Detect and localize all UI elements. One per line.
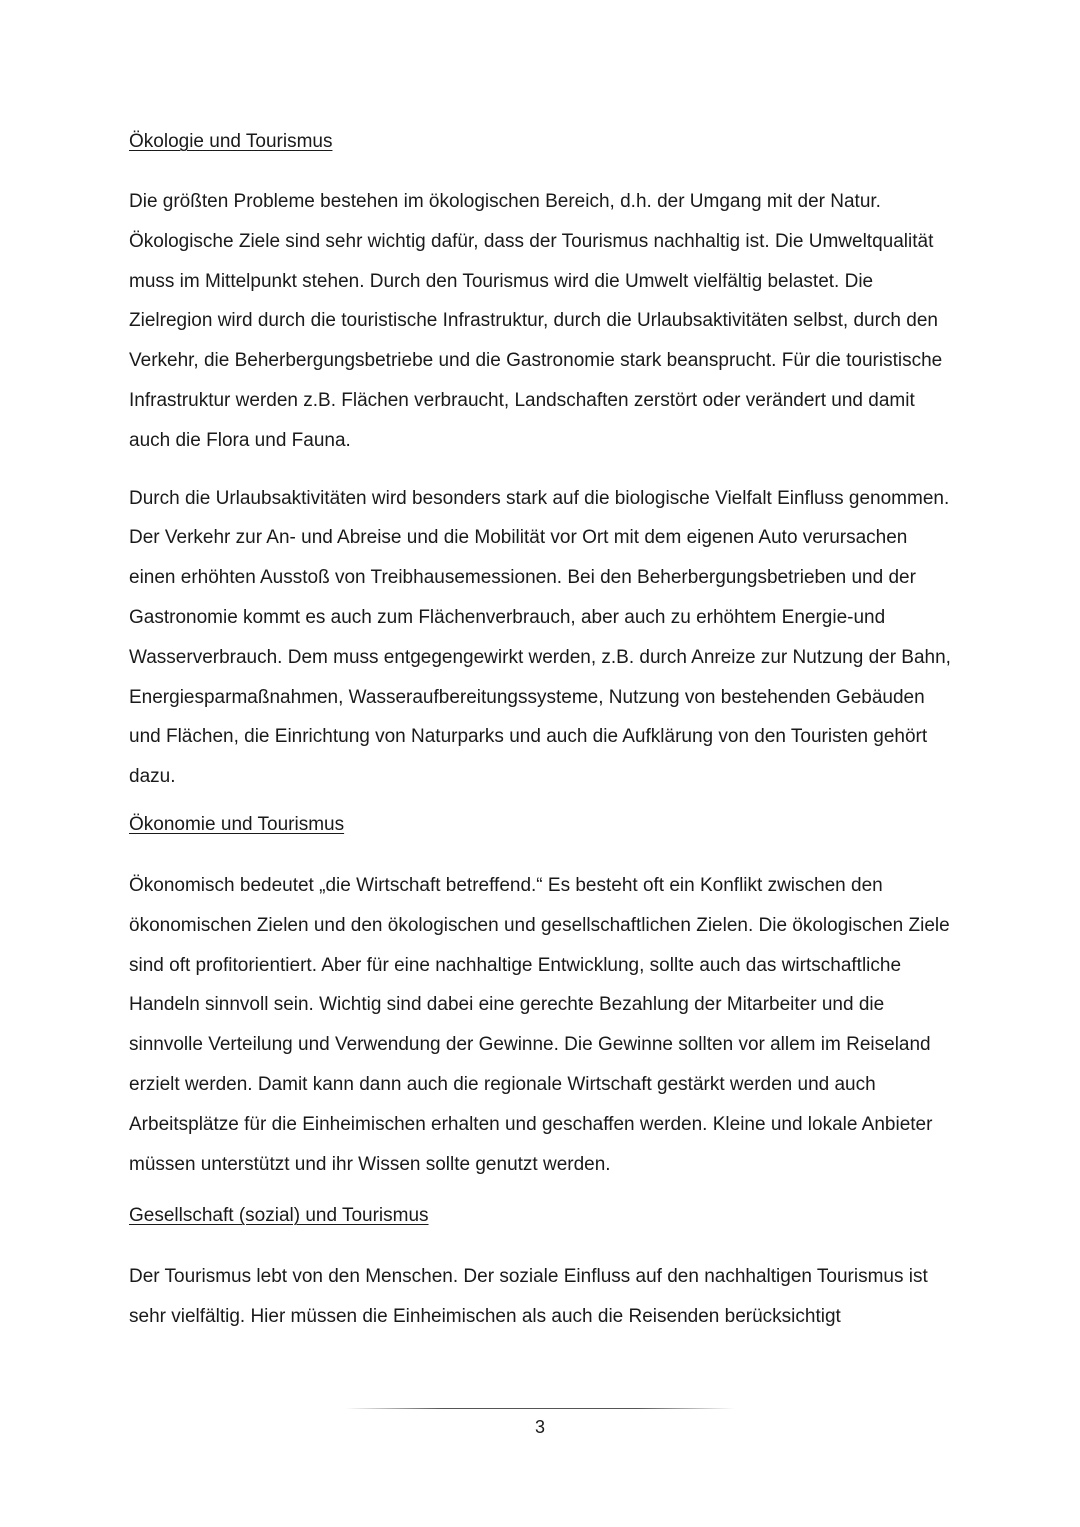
paragraph: Durch die Urlaubsaktivitäten wird besonders stark auf die biologische Vielfalt Einfluss genommen. Der Verkehr zur An- und Abreise und die Mobilität vor Ort mit dem eigenen Auto verursachen einen erhöhten Ausstoß von Treibhausemessionen. Bei den Beherbergungsbetrieben und der Gastronomie kommt es auch zum Flächenverbrauch, aber auch zu erhöhtem Energie-und Wasserverbrauch. Dem muss entgegengewirkt werden, z.B. durch Anreize zur Nutzung der Bahn, Energiesparmaßnahmen, Wasseraufbereitungssysteme, Nutzung von bestehenden Gebäuden und Flächen, die Einrichtung von Naturparks und auch die Aufklärung von den Touristen gehört dazu.	[129, 487, 951, 788]
page-number: 3	[534, 1417, 545, 1437]
section-heading-gesellschaft: Gesellschaft (sozial) und Tourismus	[129, 1205, 429, 1227]
paragraph: Ökonomisch bedeutet „die Wirtschaft betreffend.“ Es besteht oft ein Konflikt zwischen den ökonomischen Zielen und den ökologischen und gesellschaftlichen Zielen. Die ökologischen Ziele sind oft profitorientiert. Aber für eine nachhaltige Entwicklung, sollte auch das wirtschaftliche Handeln sinnvoll sein. Wichtig sind dabei eine gerechte Bezahlung der Mitarbeiter und die sinnvolle Verteilung und Verwendung der Gewinne. Die Gewinne sollten vor allem im Reiseland erzielt werden. Damit kann dann auch die regionale Wirtschaft gestärkt werden und auch Arbeitsplätze für die Einheimischen erhalten und geschaffen werden. Kleine und lokale Anbieter müssen unterstützt und ihr Wissen sollte genutzt werden.	[129, 874, 950, 1175]
paragraph: Der Tourismus lebt von den Menschen. Der soziale Einfluss auf den nachhaltigen Tourismus ist sehr vielfältig. Hier müssen die Einheimischen als auch die Reisenden berücksichtigt	[129, 1266, 928, 1328]
section-heading-oekologie: Ökologie und Tourismus	[129, 131, 333, 152]
section-heading-oekonomie: Ökonomie und Tourismus	[129, 813, 345, 835]
paragraph: Die größten Probleme bestehen im ökologischen Bereich, d.h. der Umgang mit der Natur. Ökologische Ziele sind sehr wichtig dafür, dass der Tourismus nachhaltig ist. Die Umweltqualität muss im Mittelpunkt stehen. Durch den Tourismus wird die Umwelt vielfältig belastet. Die Zielregion wird durch die touristische Infrastruktur, durch die Urlaubsaktivitäten selbst, durch den Verkehr, die Beherbergungsbetriebe und die Gastronomie stark beansprucht. Für die touristische Infrastruktur werden z.B. Flächen verbraucht, Landschaften zerstört oder verändert und damit auch die Flora und Fauna.	[129, 191, 943, 451]
document-body	[129, 128, 959, 1337]
footer-divider	[345, 1408, 735, 1409]
